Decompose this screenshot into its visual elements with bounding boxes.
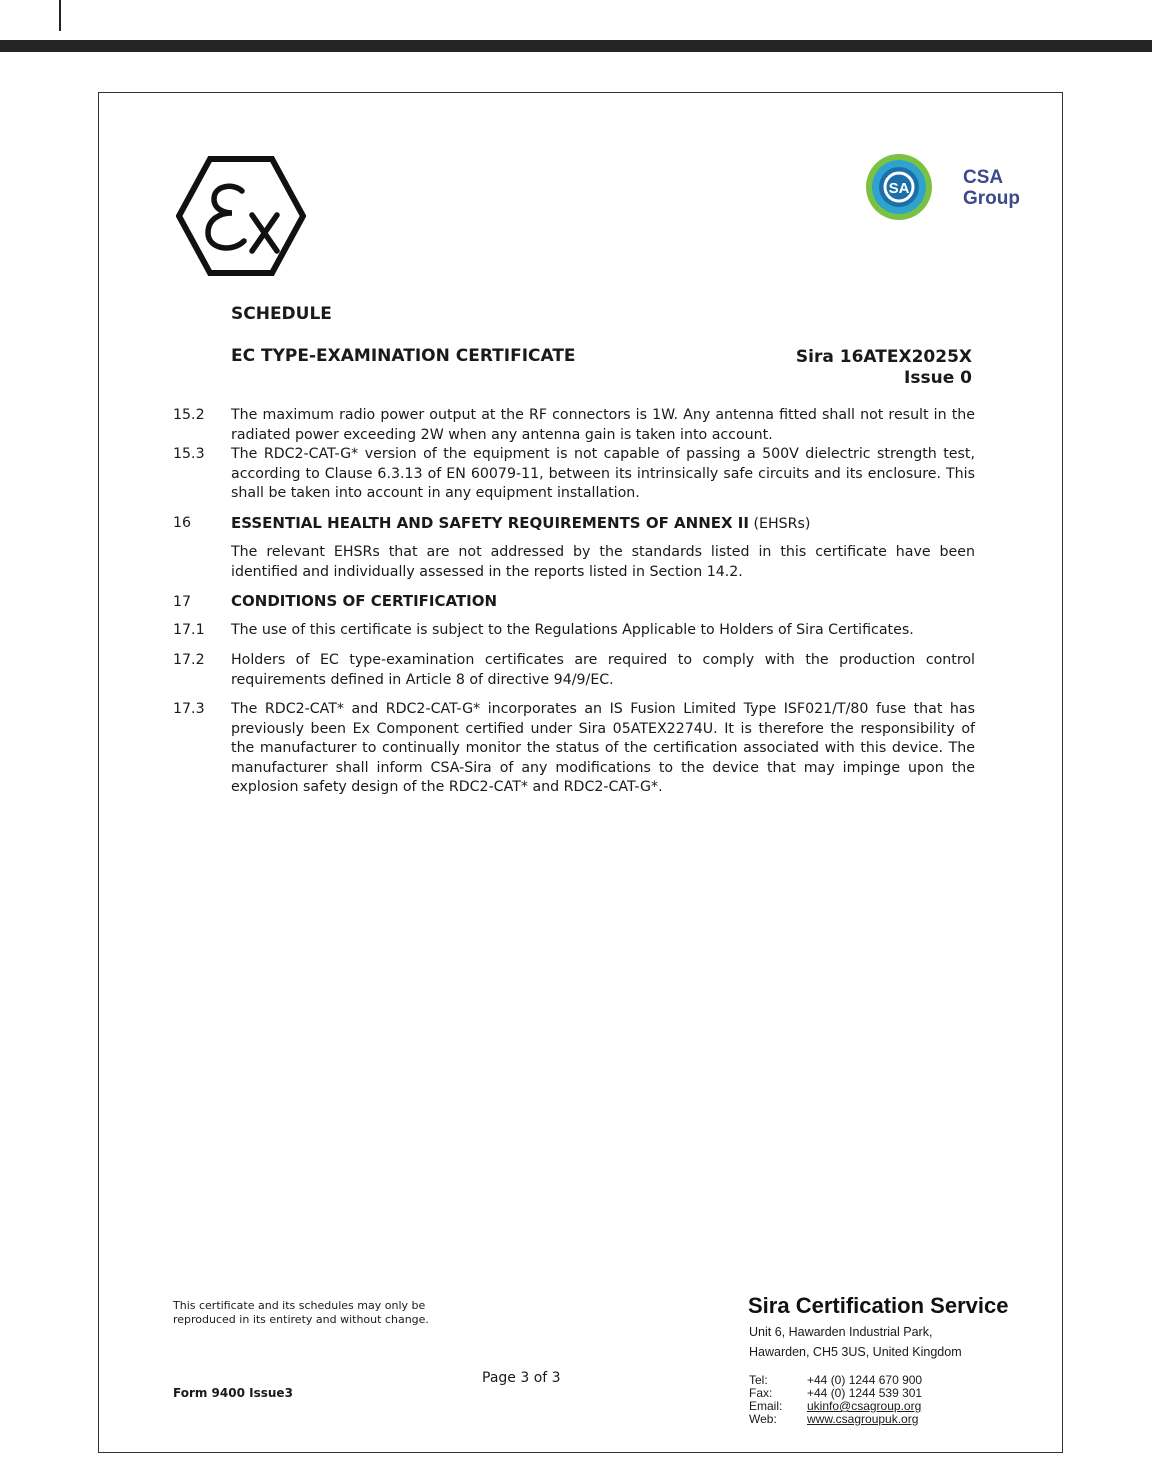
section-title: ESSENTIAL HEALTH AND SAFETY REQUIREMENTS OF ANNEX II xyxy=(231,514,749,532)
contact-row xyxy=(749,1413,922,1426)
contact-label: Web: xyxy=(749,1412,777,1426)
section-heading xyxy=(231,513,975,535)
section-number: 16 xyxy=(173,515,192,531)
contact-label: Fax: xyxy=(749,1386,773,1400)
section-text: Holders of EC type-examination certificates are required to comply with the production control requirements defined in Article 8 of directive 94/9/EC. xyxy=(231,652,975,688)
company-name: Sira Certification Service xyxy=(748,1293,1009,1318)
ex-hexagon-icon xyxy=(176,155,306,277)
reproduction-note: This certificate and its schedules may only be reproduced in its entirety and without change. xyxy=(173,1299,429,1326)
web-link[interactable]: www.csagroupuk.org xyxy=(807,1412,919,1426)
certificate-type: EC TYPE-EXAMINATION CERTIFICATE xyxy=(231,346,576,366)
contact-label: Tel: xyxy=(749,1373,768,1387)
contact-label: Email: xyxy=(749,1399,783,1413)
section-text: The RDC2-CAT-G* version of the equipment is not capable of passing a 500V dielectric strength test, according to Clause 6.3.13 of EN 60079-11, between its intrinsically safe circuits and its enclosure. This shall be taken into account in any equipment installation. xyxy=(231,446,975,502)
page-number: Page 3 of 3 xyxy=(482,1370,561,1386)
section-number: 17.3 xyxy=(173,701,205,717)
section-text: The maximum radio power output at the RF connectors is 1W. Any antenna fitted shall not result in the radiated power exceeding 2W when any antenna gain is taken into account. xyxy=(231,407,975,443)
section-number: 17 xyxy=(173,594,192,610)
issue-number: Issue 0 xyxy=(904,368,972,388)
form-number: Form 9400 Issue3 xyxy=(173,1386,293,1400)
section-text: The use of this certificate is subject to the Regulations Applicable to Holders of Sira Certificates. xyxy=(231,622,914,638)
csa-text-line2: Group xyxy=(963,188,1020,209)
csa-group-logo-icon xyxy=(862,147,942,227)
email-link[interactable]: ukinfo@csagroup.org xyxy=(807,1399,922,1413)
address-line2: Hawarden, CH5 3US, United Kingdom xyxy=(749,1345,962,1359)
section-text: The relevant EHSRs that are not addressed by the standards listed in this certificate have been identified and individually assessed in the reports listed in Section 14.2. xyxy=(231,544,975,580)
section-number: 17.1 xyxy=(173,622,205,638)
phone-number: +44 (0) 1244 670 900 xyxy=(807,1373,923,1387)
section-title: CONDITIONS OF CERTIFICATION xyxy=(231,592,498,610)
top-bar xyxy=(0,40,1152,52)
fax-number: +44 (0) 1244 539 301 xyxy=(807,1386,923,1400)
svg-text:SA: SA xyxy=(888,180,910,197)
schedule-heading: SCHEDULE xyxy=(231,304,332,324)
section-number: 17.2 xyxy=(173,652,205,668)
top-margin-tick xyxy=(59,0,61,31)
section-number: 15.3 xyxy=(173,446,205,462)
section-text: The RDC2-CAT* and RDC2-CAT-G* incorporates an IS Fusion Limited Type ISF021/T/80 fuse that has previously been Ex Component certified under Sira 05ATEX2274U. It is therefore the responsibility of the manufacturer to continually monitor the status of the certification associated with this device. The manufacturer shall inform CSA-Sira of any modifications to the device that may impinge upon the explosion safety design of the RDC2-CAT* and RDC2-CAT-G*. xyxy=(231,701,975,796)
certificate-number: Sira 16ATEX2025X xyxy=(795,347,972,367)
contact-table xyxy=(749,1374,922,1426)
section-number: 15.2 xyxy=(173,407,205,423)
csa-group-logo xyxy=(862,147,1032,227)
csa-text-line1: CSA xyxy=(963,167,1004,188)
address-line1: Unit 6, Hawarden Industrial Park, xyxy=(749,1325,933,1339)
section-title-suffix: (EHSRs) xyxy=(748,516,811,532)
